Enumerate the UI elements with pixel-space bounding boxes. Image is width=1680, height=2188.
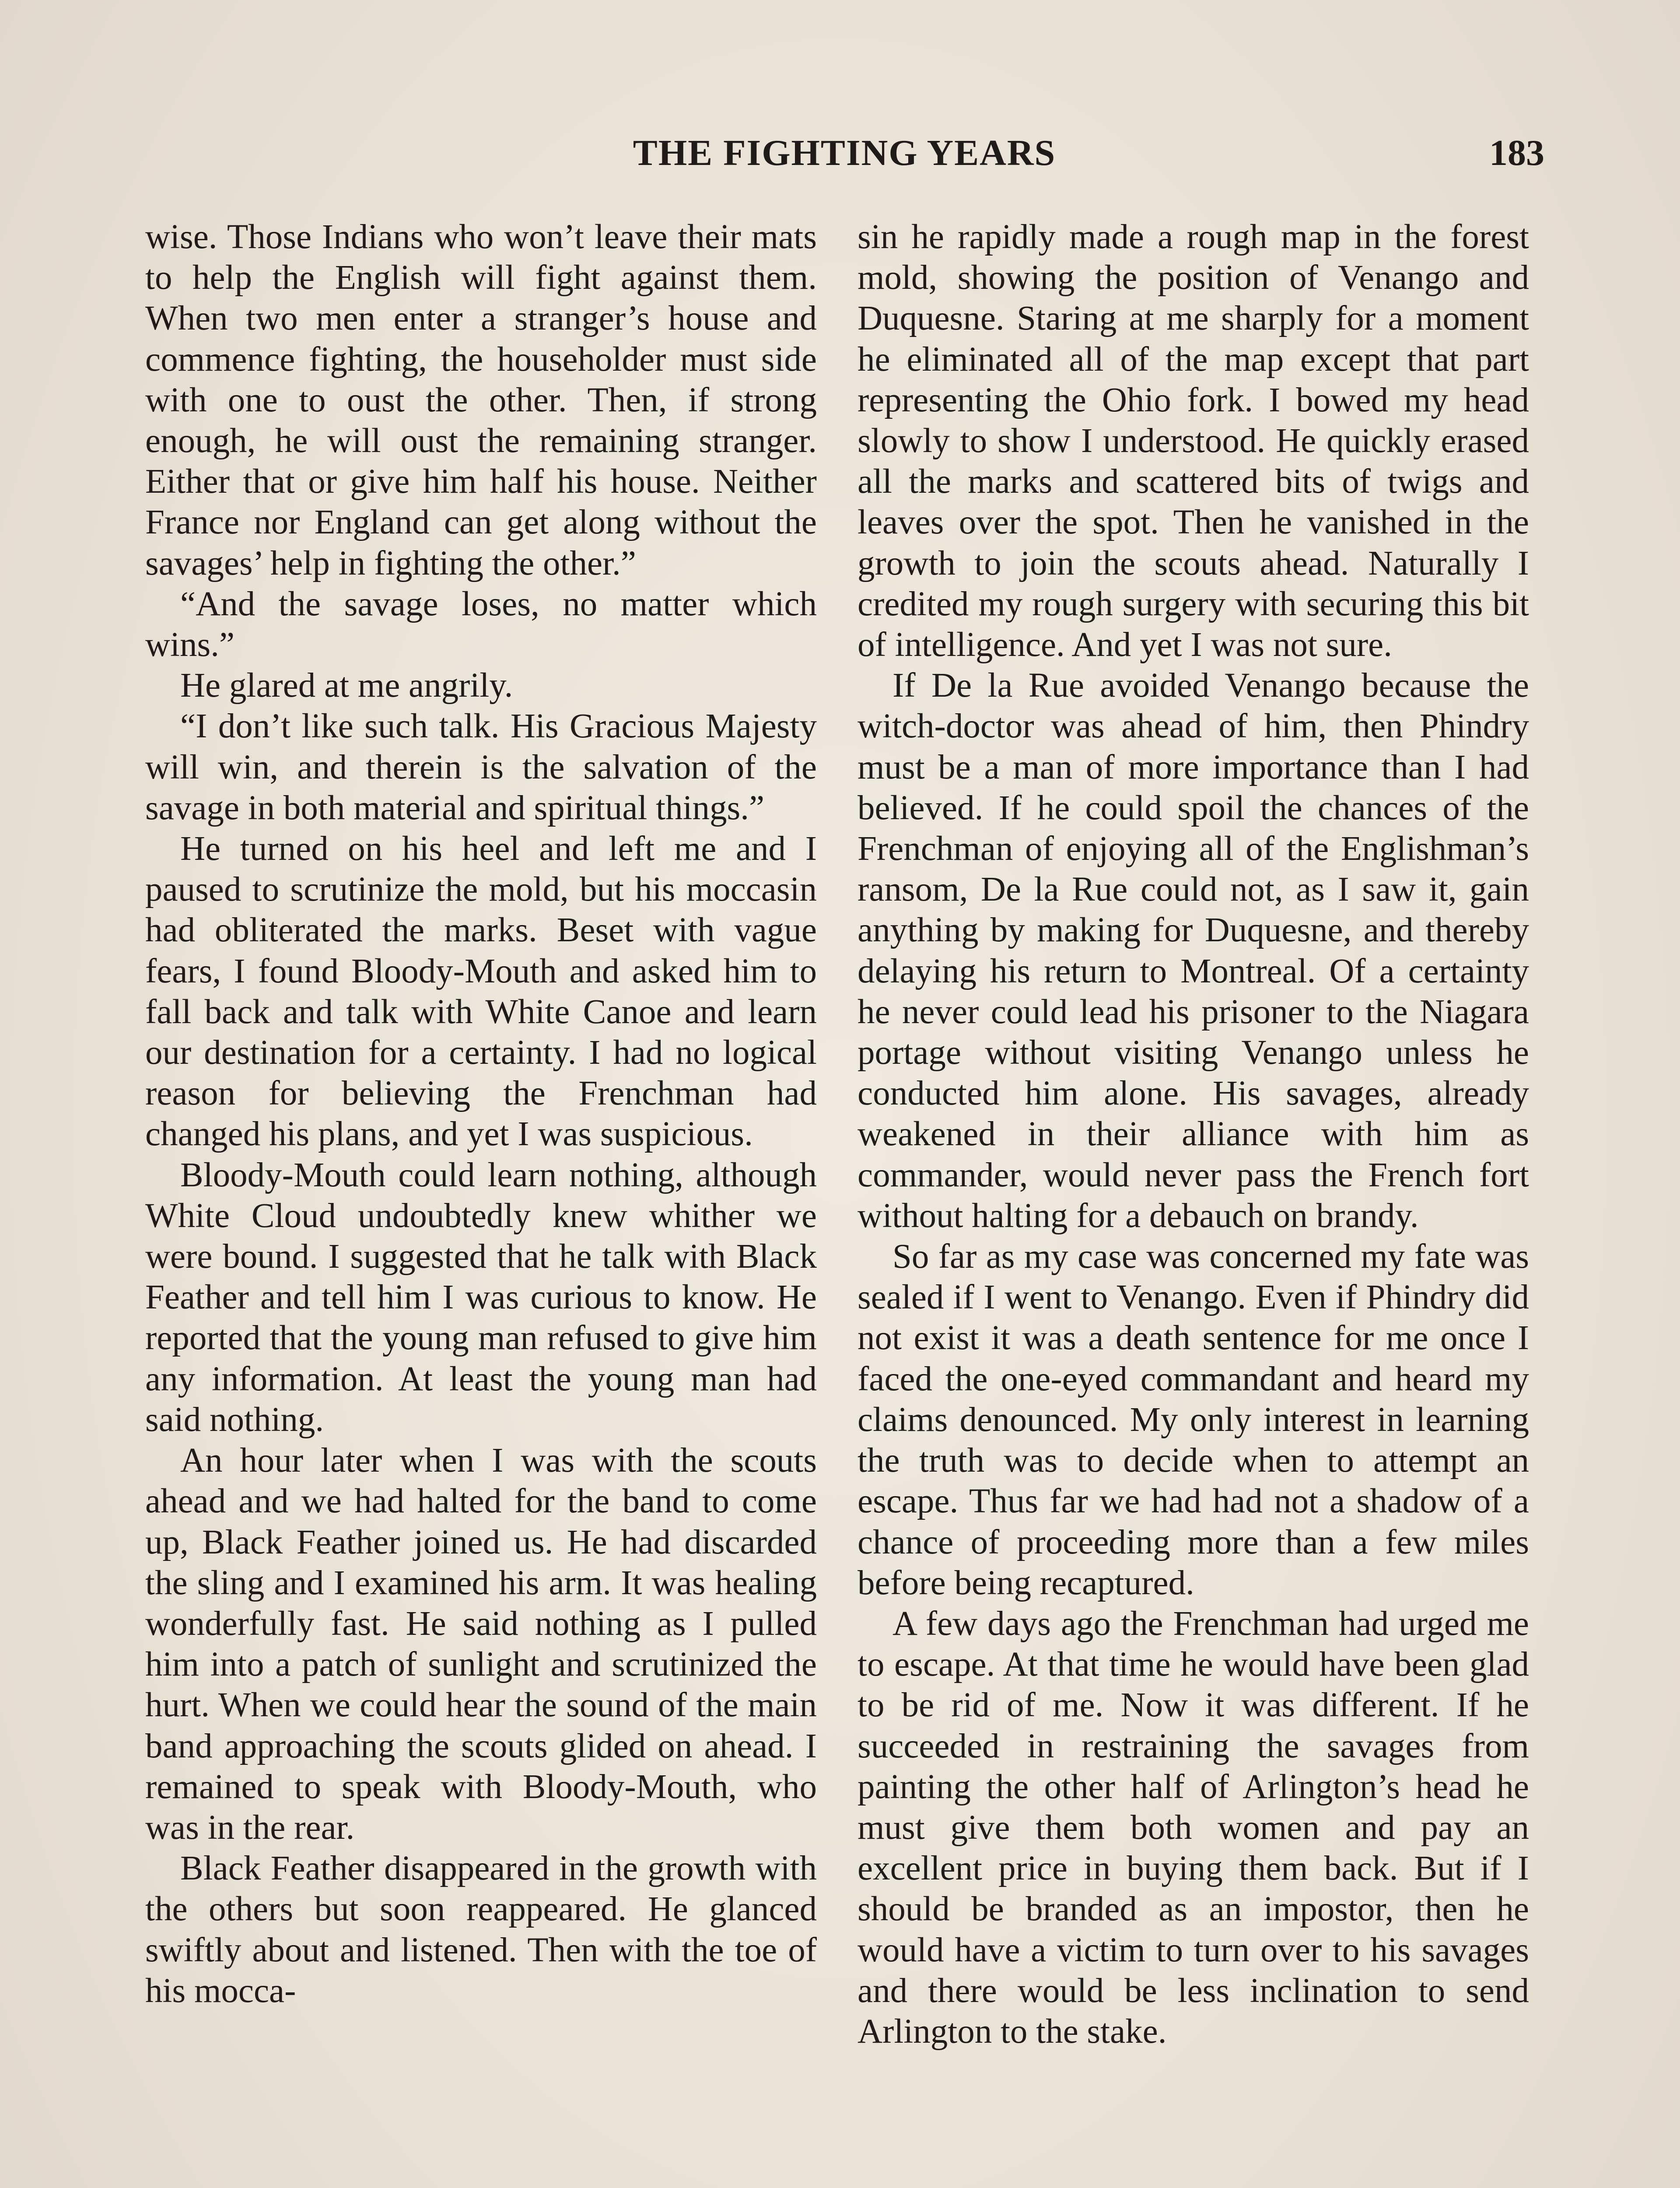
- paragraph: sin he rapidly made a rough map in the forest mold, showing the position of Venango and Duquesne. Staring at me sharply for a moment he eliminated all of the map except that part representing the Ohio fork. I bowed my head slowly to show I understood. He quickly erased all the marks and scattered bits of twigs and leaves over the spot. Then he vanished in the growth to join the scouts ahead. Naturally I credited my rough surgery with securing this bit of intelligence. And yet I was not sure.: [858, 218, 1529, 664]
- paragraph: So far as my case was concerned my fate was sealed if I went to Venango. Even if Phindry did not exist it was a death sentence for me once I faced the one-eyed commandant and heard my claims denounced. My only interest in learning the truth was to decide when to attempt an escape. Thus far we had had not a shadow of a chance of proceeding more than a few miles before being recaptured.: [858, 1238, 1529, 1602]
- running-head: [144, 127, 1544, 179]
- paragraph: He turned on his heel and left me and I paused to scrutinize the mold, but his moccasin had obliterated the marks. Beset with vague fears, I found Bloody-Mouth and asked him to fall back and talk with White Canoe and learn our destination for a certainty. I had no logical reason for believing the Frenchman had changed his plans, and yet I was suspicious.: [145, 830, 817, 1154]
- left-column: [145, 217, 817, 2188]
- paragraph: Black Feather disappeared in the growth with the others but soon reappeared. He glanced swiftly about and listened. Then with the toe of his mocca-: [145, 1849, 817, 2010]
- paragraph: Bloody-Mouth could learn nothing, although White Cloud undoubtedly knew whither we were bound. I suggested that he talk with Black Feather and tell him I was curious to know. He reported that the young man refused to give him any information. At least the young man had said nothing.: [145, 1156, 817, 1439]
- page-number: 183: [1489, 133, 1544, 173]
- paragraph: “And the savage loses, no matter which wins.”: [145, 585, 817, 664]
- paragraph: wise. Those Indians who won’t leave their mats to help the English will fight against them. When two men enter a stranger’s house and commence fighting, the householder must side with one to oust the other. Then, if strong enough, he will oust the remaining stranger. Either that or give him half his house. Neither France nor England can get along without the savages’ help in fighting the other.”: [145, 218, 817, 582]
- paragraph: If De la Rue avoided Venango because the witch-doctor was ahead of him, then Phindry must be a man of more importance than I had believed. If he could spoil the chances of the Frenchman of enjoying all of the Englishman’s ransom, De la Rue could not, as I saw it, gain anything by making for Duquesne, and thereby delaying his return to Montreal. Of a certainty he never could lead his prisoner to the Niagara portage without visiting Venango unless he conducted him alone. His savages, already weakened in their alliance with him as commander, would never pass the French fort without halting for a debauch on brandy.: [858, 666, 1529, 1235]
- paragraph: He glared at me angrily.: [180, 666, 513, 705]
- right-column: [858, 217, 1529, 2188]
- running-title: THE FIGHTING YEARS: [633, 133, 1056, 173]
- paragraph: “I don’t like such talk. His Gracious Majesty will win, and therein is the salvation of the savage in both material and spiritual things.”: [145, 707, 817, 827]
- paragraph: An hour later when I was with the scouts ahead and we had halted for the band to come up, Black Feather joined us. He had discarded the sling and I examined his arm. It was healing wonderfully fast. He said nothing as I pulled him into a patch of sunlight and scrutinized the hurt. When we could hear the sound of the main band approaching the scouts glided on ahead. I remained to speak with Bloody-Mouth, who was in the rear.: [145, 1441, 817, 1847]
- paragraph: A few days ago the Frenchman had urged me to escape. At that time he would have been glad to be rid of me. Now it was different. If he succeeded in restraining the savages from painting the other half of Arlington’s head he must give them both women and pay an excellent price in buying them back. But if I should be branded as an impostor, then he would have a victim to turn over to his savages and there would be less inclination to send Arlington to the stake.: [858, 1604, 1529, 2051]
